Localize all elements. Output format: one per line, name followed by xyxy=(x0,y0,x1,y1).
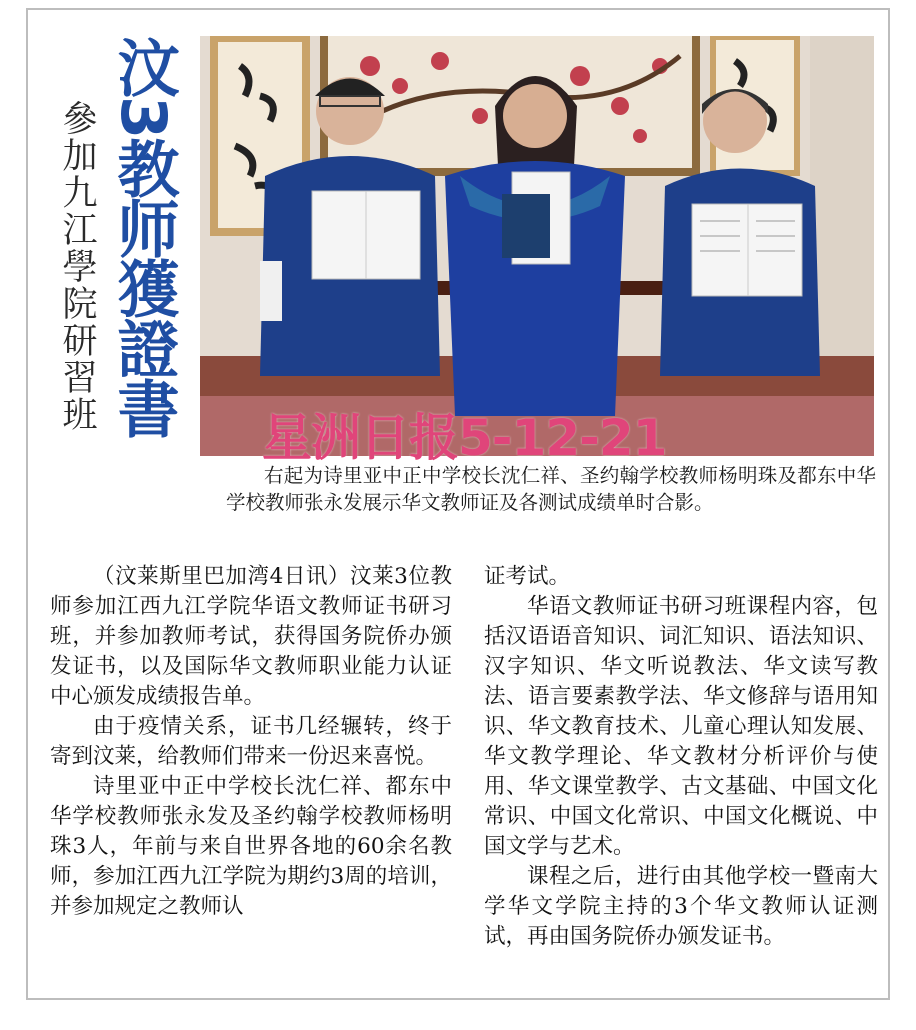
article-paragraph: 由于疫情关系，证书几经辗转，终于寄到汶莱，给教师们带来一份迟来喜悦。 xyxy=(50,714,452,769)
article-paragraph: 课程之后，进行由其他学校一暨南大学华文学院主持的3个华文教师认证测试，再由国务院侨办颁发证书。 xyxy=(484,864,878,949)
article-paragraph: 华语文教师证书研习班课程内容，包括汉语语音知识、词汇知识、语法知识、汉字知识、华文听说教法、华文读写教法、语言要素教学法、华文修辞与语用知识、华文教育技术、儿童心理认知发展、华文教学理论、华文教材分析评价与使用、华文课堂教学、古文基础、中国文化常识、中国文化常识、中国文化概说、中国文学与艺术。 xyxy=(484,594,878,859)
source-watermark: 星洲日报5-12-21 xyxy=(262,409,667,467)
subheadline: 參加九江學院研習班 xyxy=(57,100,97,433)
article-paragraph: （汶莱斯里巴加湾4日讯）汶莱3位教师参加江西九江学院华语文教师证书研习班，并参加教师考试，获得国务院侨办颁发证书，以及国际华文教师职业能力认证中心颁发成绩报告单。 xyxy=(50,564,452,709)
article-paragraph-continued: 证考试。 xyxy=(484,564,571,589)
article-column-left xyxy=(50,562,452,922)
photo-caption: 右起为诗里亚中正中学校长沈仁祥、圣约翰学校教师杨明珠及都东中华学校教师张永发展示华文教师证及各测试成绩单时合影。 xyxy=(226,464,876,514)
article-column-right xyxy=(484,562,878,952)
photo-illustration xyxy=(200,36,874,456)
article-paragraph: 诗里亚中正中学校长沈仁祥、都东中华学校教师张永发及圣约翰学校教师杨明珠3人，年前与来自世界各地的60余名教师，参加江西九江学院为期约3周的培训，并参加规定之教师认 xyxy=(50,774,452,919)
news-photo xyxy=(200,36,874,456)
headline: 汶3教师獲證書 xyxy=(107,36,180,438)
